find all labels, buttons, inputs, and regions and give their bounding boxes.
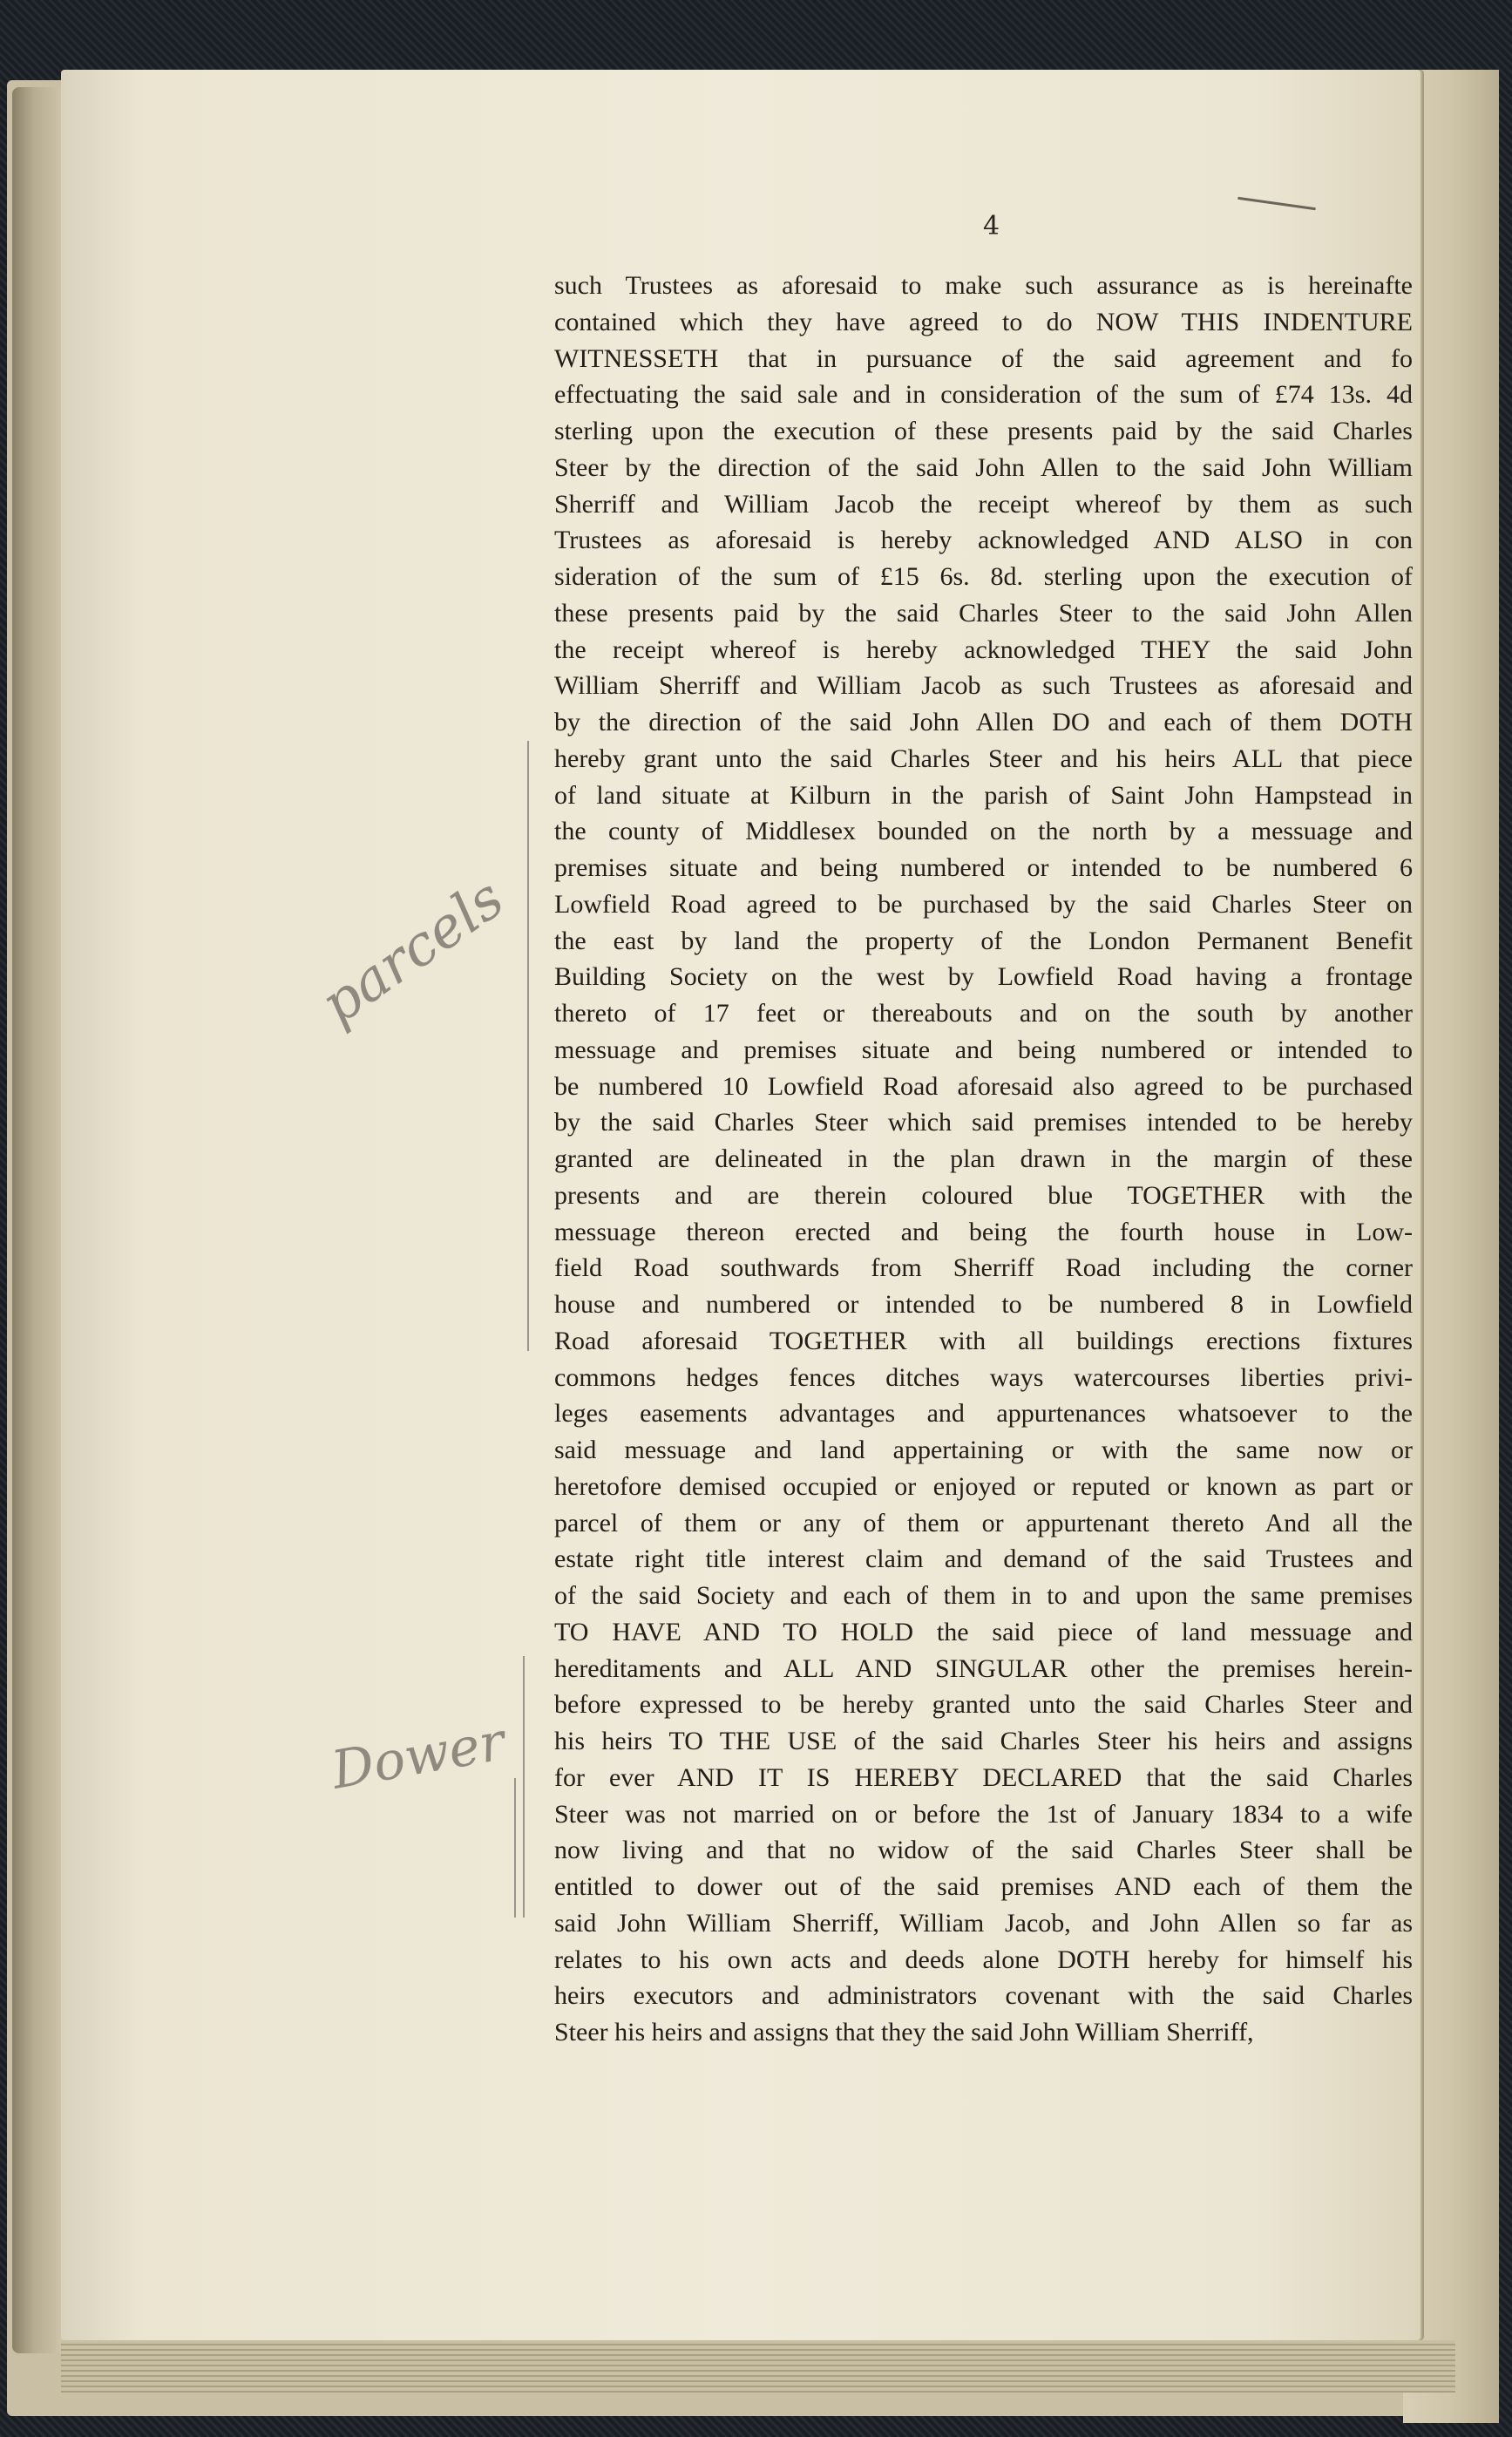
deed-text	[554, 268, 1413, 2051]
margin-bracket	[523, 1656, 525, 1918]
text-line: of the said Society and each of them in to and upon the same premises	[554, 1581, 1413, 1610]
text-line: sideration of the sum of £15 6s. 8d. sterling upon the execution of	[554, 562, 1413, 591]
left-page-edges	[12, 87, 64, 2353]
text-line: of land situate at Kilburn in the parish of Saint John Hampstead in	[554, 780, 1413, 810]
text-line: before expressed to be hereby granted unto the said Charles Steer and	[554, 1690, 1413, 1720]
text-line: said John William Sherriff, William Jacob, and John Allen so far as	[554, 1908, 1413, 1938]
text-line: hereditaments and ALL AND SINGULAR other the premises herein-	[554, 1653, 1413, 1683]
text-line: for ever AND IT IS HEREBY DECLARED that the said Charles	[554, 1762, 1413, 1792]
text-line: Lowfield Road agreed to be purchased by the said Charles Steer on	[554, 889, 1413, 919]
text-line: effectuating the said sale and in consideration of the sum of £74 13s. 4d	[554, 380, 1413, 410]
bottom-page-edges	[61, 2340, 1455, 2393]
text-line: hereby grant unto the said Charles Steer and his heirs ALL that piece	[554, 743, 1413, 773]
text-line: thereto of 17 feet or thereabouts and on the south by another	[554, 999, 1413, 1028]
text-line: by the direction of the said John Allen DO and each of them DOTH	[554, 708, 1413, 737]
text-line: contained which they have agreed to do NOW THIS INDENTURE	[554, 307, 1413, 336]
text-line: granted are delineated in the plan drawn in the margin of these	[554, 1144, 1413, 1173]
text-line: Steer his heirs and assigns that they the said John William Sherriff,	[554, 2018, 1254, 2047]
margin-note-parcels: parcels	[309, 866, 516, 1038]
text-line: TO HAVE AND TO HOLD the said piece of land messuage and	[554, 1617, 1413, 1646]
text-line: commons hedges fences ditches ways watercourses liberties privi-	[554, 1362, 1413, 1392]
text-line: his heirs TO THE USE of the said Charles Steer his heirs and assigns	[554, 1727, 1413, 1755]
text-line: messuage thereon erected and being the fourth house in Low-	[554, 1217, 1413, 1246]
margin-bracket	[527, 741, 529, 1351]
text-line: field Road southwards from Sherriff Road including the corner	[554, 1253, 1413, 1283]
text-line: leges easements advantages and appurtenances whatsoever to the	[554, 1399, 1413, 1429]
text-line: heretofore demised occupied or enjoyed or reputed or known as part or	[554, 1471, 1413, 1501]
text-line: Sherriff and William Jacob the receipt whereof by them as such	[554, 489, 1413, 519]
text-line: relates to his own acts and deeds alone DOTH hereby for himself his	[554, 1945, 1413, 1974]
text-line: said messuage and land appertaining or with the same now or	[554, 1436, 1413, 1464]
text-line: such Trustees as aforesaid to make such assurance as is hereinafte	[554, 271, 1413, 300]
text-line: Steer was not married on or before the 1st of January 1834 to a wife	[554, 1799, 1413, 1829]
text-line: the east by land the property of the London Permanent Benefit	[554, 926, 1413, 955]
text-line: presents and are therein coloured blue TOGETHER with the	[554, 1180, 1413, 1210]
text-line: now living and that no widow of the said Charles Steer shall be	[554, 1836, 1413, 1865]
text-line: by the said Charles Steer which said premises intended to be hereby	[554, 1108, 1413, 1137]
text-line: house and numbered or intended to be numbered 8 in Lowfield	[554, 1290, 1413, 1319]
text-line: Road aforesaid TOGETHER with all buildings erections fixtures	[554, 1326, 1413, 1355]
text-line: premises situate and being numbered or intended to be numbered 6	[554, 853, 1413, 882]
margin-note-dower: Dower	[327, 1711, 510, 1802]
text-line: these presents paid by the said Charles Steer to the said John Allen	[554, 598, 1413, 628]
text-line: be numbered 10 Lowfield Road aforesaid also agreed to be purchased	[554, 1071, 1413, 1101]
text-line: the county of Middlesex bounded on the north by a messuage and	[554, 817, 1413, 846]
text-line: WITNESSETH that in pursuance of the said agreement and fo	[554, 343, 1413, 373]
text-line: Trustees as aforesaid is hereby acknowledged AND ALSO in con	[554, 526, 1413, 555]
text-line: estate right title interest claim and demand of the said Trustees and	[554, 1544, 1413, 1574]
text-line: William Sherriff and William Jacob as such Trustees as aforesaid and	[554, 671, 1413, 701]
text-line: entitled to dower out of the said premises AND each of them the	[554, 1872, 1413, 1901]
text-line: heirs executors and administrators covenant with the said Charles	[554, 1981, 1413, 2011]
text-line: sterling upon the execution of these presents paid by the said Charles	[554, 417, 1413, 445]
text-line: the receipt whereof is hereby acknowledged THEY the said John	[554, 635, 1413, 664]
text-line: Steer by the direction of the said John Allen to the said John William	[554, 452, 1413, 482]
page-number: 4	[983, 211, 1000, 241]
text-line: parcel of them or any of them or appurtenant thereto And all the	[554, 1508, 1413, 1538]
text-line: messuage and premises situate and being numbered or intended to	[554, 1035, 1413, 1064]
margin-bracket	[514, 1778, 516, 1918]
text-line: Building Society on the west by Lowfield Road having a frontage	[554, 962, 1413, 992]
